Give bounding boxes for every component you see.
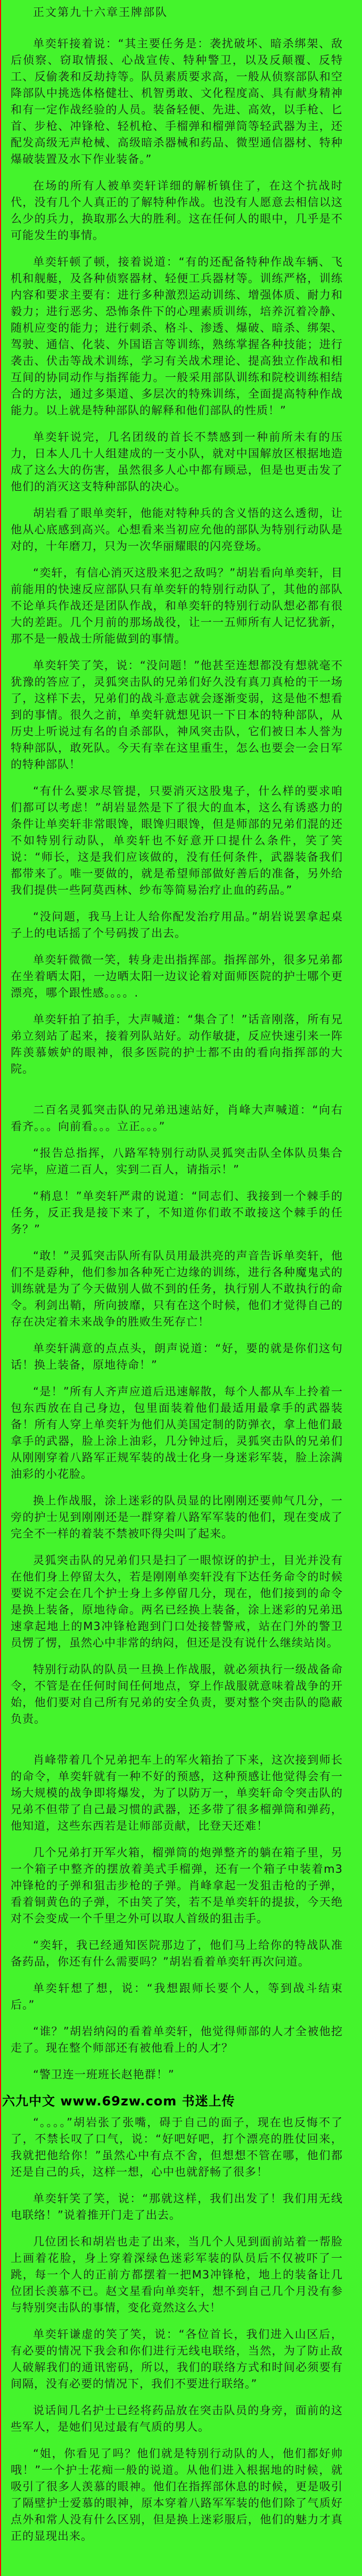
paragraph: 单奕轩笑了笑，说：“没问题！”他甚至连想都没有想就毫不犹豫的答应了，灵狐突击队的兄弟们好久没有真刀真枪的干一场了，这样下去，兄弟们的战斗意志就会逐渐变弱，这是他不想看到的事情。很久之前，单奕轩就想见识一下日本的特种部队，从历史上听说过有名的自杀部队，神风突击队，它们被日本人誉为特种部队，敢死队。今天有幸在这里重生，怎么也要会一会日军的特种部队！ (11, 659, 343, 771)
paragraph: 单奕轩微微一笑，转身走出指挥部。指挥部外，很多兄弟都在坐着晒太阳，一边晒太阳一边议论着对面师医院的护士哪个更漂亮，哪个跟性感。。。。. (11, 953, 343, 999)
paragraph: “有什么要求尽管提，只要消灭这股鬼子，什么样的要求咱们都可以考虑！”胡岩显然是下了很大的血本，这么有诱惑力的条件让单奕轩非常眼馋，眼馋归眼馋，但是师部的兄弟们混的还不如特别行动队，单奕轩也不好意开口提什么条件，笑了笑说：“师长，这是我们应该做的，没有任何条件，武器装备我们都带来了。唯一要做的，就是希望师部做好善后的准备，另外给我们提供一些阿莫西林、纱布等简易治疗止血的药品。” (11, 785, 343, 896)
paragraph: 单奕轩拍了拍手，大声喊道：“集合了！”话音刚落，所有兄弟立刻站了起来，接着列队站好。动作敏捷，反应快速引来一阵阵羡慕嫉妒的眼神，很多医院的护士都不由的看向指挥部的大院。 (11, 1013, 343, 1075)
paragraph: 单奕轩顿了顿，接着说道：“有的还配备特种作战车辆、飞机和舰艇，及各种侦察器材、轻便工兵器材等。训练严格，训练内容和要求主要有：进行多种激烈运动训练、增强体质、耐力和毅力；进行恶劣、恐怖条件下的心理素质训练，培养沉着冷静、随机应变的能力；进行刺杀、格斗、渗透、爆破、暗杀、绑架、驾驶、通信、化装、外国语言等训练，熟练掌握各种技能；进行袭击、伏击等战术训练，学习有关战术理论、提高独立作战和相互间的协同动作与指挥能力。一般采用部队训练和院校训练相结合的方法，通过多渠道、多层次的特殊训练，全面提高特种作战能力。以上就是特种部队的解释和他们部队的性质！” (11, 256, 343, 417)
paragraph: “奕轩，有信心消灭这股来犯之敌吗？”胡岩看向单奕轩，目前能用的快速反应部队只有单奕轩的特别行动队了，其他的部队不论单兵作战还是团队作战，和单奕轩的特别行动队想必都有很大的差距。几个月前的那场战役，让一一五师所有人记忆犹新，那不是一般战士所能做到的事情。 (11, 566, 343, 645)
watermark-credit: 六九中文 www.69zw.com 书迷上传 (2, 2094, 235, 2109)
chapter-body (2, 36, 343, 2545)
paragraph: 特别行动队的队员一旦换上作战服，就必须执行一级战备命令，不管是在任何时间任何地点，穿上作战服就意味着战争的开始，他们要对自己所有兄弟的安全负责，要对整个突击队的隐蔽负责。 (11, 1663, 343, 1725)
paragraph: “稍息！”单奕轩严肃的说道：“同志们、我接到一个棘手的任务，反正我是接下来了，不知道你们敢不敢接这个棘手的任务？” (11, 1190, 343, 1236)
paragraph: 几个兄弟打开军火箱，榴弹筒的炮弹整齐的躺在箱子里，另一个箱子中整齐的摆放着美式手榴弹，还有一个箱子中装着m3冲锋枪的子弹和狙击步枪的子弹。肖峰拿起一发狙击枪的子弹，看着铜黄色的子弹，不由笑了笑，若不是单奕轩的提拔，今天绝对不会变成一个千里之外可以取人首级的狙击手。 (11, 1846, 343, 1925)
paragraph: 胡岩看了眼单奕轩，他能对特种兵的含义悟的这么透彻，让他从心底感到高兴。心想看来当初应允他的部队为特别行动队是对的，十年磨刀，只为一次华丽耀眼的闪亮登场。 (11, 507, 343, 553)
paragraph: “报告总指挥，八路军特别行动队灵狐突击队全体队员集合完毕，应道二百人，实到二百人，请指示！” (11, 1147, 343, 1176)
paragraph: “姐，你看见了吗？他们就是特别行动队的人，他们都好帅哦！”一个护士花痴一般的说道。从他们进入根据地的时候，就吸引了很多人羡慕的眼神。他们在指挥部休息的时候，更是吸引了隔壁护士爱慕的眼神，原本穿着八路军军装的他们除了气质好点外和常人没有什么区别，但是换上迷彩服后，他们的魅力才真正的显现出来。 (11, 2447, 343, 2542)
paragraph: 单奕轩谦虚的笑了笑，说：“各位首长，我们进入山区后，有必要的情况下我会和你们进行无线电联络，当然，为了防止敌人破解我们的通讯密码，所以，我们的联络方式和时间必须要有间隔，没有必要的情况下，我们不要进行联络。” (11, 2328, 343, 2390)
paragraph: 单奕轩想了想，说：“我想跟师长要个人，等到战斗结束后。” (11, 1982, 343, 2011)
paragraph: “敢！”灵狐突击队所有队员用最洪亮的声音告诉单奕轩，他们不是孬种，他们参加各种死亡边缘的训练，进行各种魔鬼式的训练就是为了今天做别人做不到的任务，执行别人不敢执行的命令。利剑出鞘，所向披靡，只有在这个时候，他们才觉得自己的存在决定着未来战争的胜败生死存亡！ (11, 1249, 343, 1328)
paragraph: 单奕轩满意的点点头，朗声说道：“好，要的就是你们这句话！换上装备，原地待命！” (11, 1342, 343, 1371)
paragraph: 单奕轩笑了笑，说：“那就这样，我们出发了！我们用无线电联络！”说着推开门走了出去。 (11, 2192, 343, 2221)
paragraph: 单奕轩接着说：“其主要任务是：袭扰破坏、暗杀绑架、敌后侦察、窃取情报、心战宣传、特种警卫，以及反颠覆、反特工、反偷袭和反劫持等。队员素质要求高，一般从侦察部队和空降部队中挑选体格健壮、机智勇敢、文化程度高、具有献身精神和有一定作战经验的人员。装备轻便、先进、高效，以手枪、匕首、步枪、冲锋枪、轻机枪、手榴弹和榴弹筒等轻武器为主，还配发高级无声枪械、高级暗杀器械和药品、微型通信器材、特种爆破装置及水下作业装备。” (11, 37, 343, 166)
paragraph: 单奕轩说完，几名团级的首长不禁感到一种前所未有的压力，日本人几十人组建成的一支小队，就对中国解放区根据地造成了这么大的伤害，虽然很多人心中都有顾忌，但是也更击发了他们的消灭这支特种部队的决心。 (11, 431, 343, 493)
paragraph: 灵狐突击队的兄弟们只是扫了一眼惊讶的护士，目光并没有在他们身上停留太久，若是刚刚单奕轩没有下达任务命令的时候要说不定会在几个护士身上多停留几分，现在，他们接到的命令是换上装备，原地待命。两名已经换上装备，涂上迷彩的兄弟迅速拿起地上的M3冲锋枪跑到门口处接替警戒，站在门外的警卫员愣了愣，虽然心中非常的纳闷，但还是没有说什么继续站岗。 (11, 1554, 343, 1649)
paragraph: “奕轩，我已经通知医院那边了，他们马上给你的特战队准备药品，你还有什么需要吗？”胡岩看着单奕轩再次问道。 (11, 1939, 343, 1968)
paragraph: 二百名灵狐突击队的兄弟迅速站好，肖峰大声喊道：“向右看齐。。。向前看。。。立正。。。” (11, 1104, 343, 1133)
paragraph: “警卫连一班班长赵艳群！” (33, 2068, 175, 2081)
paragraph: 肖峰带着几个兄弟把车上的军火箱抬了下来，这次接到师长的命令，单奕轩就有一种不好的预感，这种预感让他觉得会有一场大规模的战争即将爆发，为了以防万一，单奕轩命令突击队的兄弟不但带了自己最习惯的武器，还多带了很多榴弹筒和弹药，他知道，这些东西若是让师部贡献，比登天还难！ (11, 1754, 343, 1832)
paragraph: “。。。。”胡岩张了张嘴，碍于自己的面子，现在也反悔不了了，不禁长叹了口气，说：“好吧好吧，打个漂亮的胜仗回来，我就把他给你！”虽然心中有点不舍，但想想不管在哪，他们都还是自己的兵，这样一想，心中也就舒畅了很多！ (11, 2116, 343, 2178)
paragraph: 几位团长和胡岩也走了出来，当几个人见到面前站着一帮脸上画着花脸，身上穿着深绿色迷彩军装的队员后不仅被吓了一跳，每一个人的正前方都摆着一把M3冲锋枪，地上的装备让几位团长羡慕不已。赵文星看向单奕轩，想不到自己几个月没有参与特别突击队的事情，变化竟然这么大！ (11, 2235, 343, 2314)
paragraph: “没问题，我马上让人给你配发治疗用品。”胡岩说罢拿起桌子上的电话摇了个号码拨了出去。 (11, 910, 343, 940)
paragraph: 换上作战服，涂上迷彩的队员显的比刚刚还要帅气几分，一旁的护士见到刚刚还是一群穿着八路军军装的他们，现在变成了完全不一样的着装不禁被吓得尖叫了起来。 (11, 1494, 343, 1540)
left-edge-line (0, 0, 1, 2576)
chapter-title: 正文第九十六章王牌部队 (33, 6, 168, 19)
paragraph: “是！”所有人齐声应道后迅速解散，每个人都从车上拎着一包东西放在自己身边，包里面装着他们最适用最拿手的武器装备！所有人穿上单奕轩为他们从美国定制的防弹衣，拿上他们最拿手的武器，脸上涂上油彩，几分钟过后，灵狐突击队的兄弟们从刚刚穿着八路军正规军装的战士化身一身迷彩军装，脸上涂满油彩的小花脸。 (11, 1385, 343, 1480)
paragraph: “谁？”胡岩纳闷的看着单奕轩，他觉得师部的人才全被他挖走了。现在整个师部还有被他看上的人才？ (11, 2025, 343, 2054)
paragraph: 说话间几名护士已经将药品放在突击队员的身旁，面前的这些军人，是她们见过最有气质的男人。 (11, 2404, 343, 2433)
paragraph: 在场的所有人被单奕轩详细的解析镇住了，在这个抗战时代，没有几个人真正的了解特种作战。也没有人愿意去相信以这么少的兵力，换取那么大的胜利。这在任何人的眼中，几乎是不可能发生的事情。 (11, 179, 343, 242)
